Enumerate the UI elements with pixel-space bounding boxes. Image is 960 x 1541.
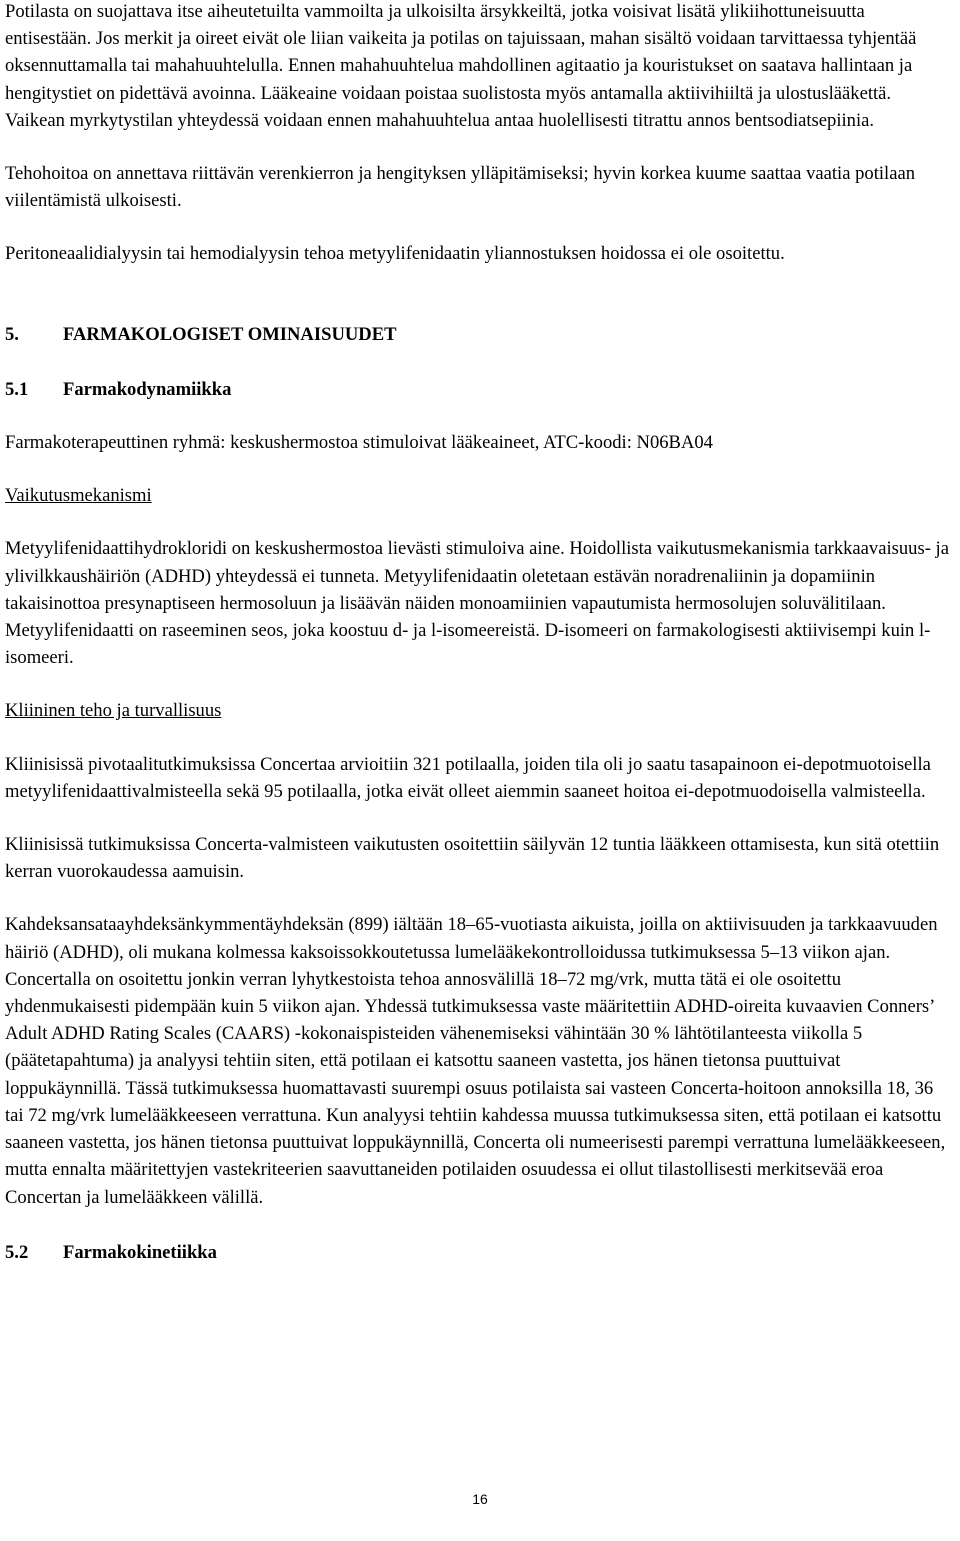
subheading-mechanism: Vaikutusmekanismi <box>5 485 152 507</box>
section-5-2-number: 5.2 <box>5 1241 29 1263</box>
page-number: 16 <box>472 1491 488 1507</box>
paragraph-clinical-duration: Kliinisissä tutkimuksissa Concerta-valmisteen vaikutusten osoitettiin säilyvän 12 tuntia lääkkeen ottamisesta, kun sitä otettiin kerran vuorokaudessa aamuisin. <box>5 834 940 883</box>
paragraph-atc-code: Farmakoterapeuttinen ryhmä: keskushermostoa stimuloivat lääkeaineet, ATC-koodi: N06BA04 <box>5 432 713 454</box>
section-5-2-title: Farmakokinetiikka <box>63 1241 217 1263</box>
section-5-heading <box>5 321 953 348</box>
section-5-2-heading <box>5 1239 953 1266</box>
section-5-1-heading <box>5 376 953 403</box>
paragraph-intensive-care: Tehohoitoa on annettava riittävän verenkierron ja hengityksen ylläpitämiseksi; hyvin korkea kuume saattaa vaatia potilaan viilentämistä ulkoisesti. <box>5 163 916 212</box>
document-page <box>5 0 953 1266</box>
section-5-1-title: Farmakodynamiikka <box>63 378 232 400</box>
paragraph-overdose-management: Potilasta on suojattava itse aiheutetuilta vammoilta ja ulkoisilta ärsykkeiltä, jotka voisivat lisätä ylikiihottuneisuutta entisestään. Jos merkit ja oireet eivät ole liian vaikeita ja potilas on tajuissaan, mahan sisältö voidaan tarvittaessa tyhjentää oksennuttamalla tai mahahuuhtelulla. Ennen mahahuuhtelua mahdollinen agitaatio ja kouristukset on saatava hallintaan ja hengitystiet on pidettävä avoinna. Lääkeaine voidaan poistaa suolistosta myös antamalla aktiivihiiltä ja ulostuslääkettä. Vaikean myrkytystilan yhteydessä voidaan ennen mahahuuhtelua antaa huolellisesti titrattu annos bentsodiatsepiinia. <box>5 1 917 131</box>
section-5-number: 5. <box>5 323 19 345</box>
subheading-clinical: Kliininen teho ja turvallisuus <box>5 700 222 722</box>
section-5-1-number: 5.1 <box>5 378 29 400</box>
paragraph-clinical-adults: Kahdeksansataayhdeksänkymmentäyhdeksän (899) iältään 18–65-vuotiasta aikuista, joilla on aktiivisuuden ja tarkkaavuuden häiriö (ADHD), oli mukana kolmessa kaksoissokkoutetussa lumelääkekontrolloidussa tutkimuksessa 5–13 viikon ajan. Concertalla on osoitettu jonkin verran lyhytkestoista tehoa annosvälillä 18–72 mg/vrk, mutta tätä ei ole osoitettu yhdenmukaisesti pidempään kuin 5 viikon ajan. Yhdessä tutkimuksessa vaste määritettiin ADHD-oireita kuvaavien Conners’ Adult ADHD Rating Scales (CAARS) -kokonaispisteiden vähenemiseksi vähintään 30 % lähtötilanteesta viikolla 5 (päätetapahtuma) ja analyysi tehtiin siten, että potilaan ei katsottu saaneen vastetta, jos hänen tietonsa puuttuivat loppukäynnillä. Tässä tutkimuksessa huomattavasti suurempi osuus potilaista sai vasteen Concerta-hoitoon annoksilla 18, 36 tai 72 mg/vrk lumelääkkeeseen verrattuna. Kun analyysi tehtiin kahdessa muussa tutkimuksessa siten, että potilaan ei katsottu saaneen vastetta, jos hänen tietonsa puuttuivat loppukäynnillä, Concerta oli numeerisesti parempi verrattuna lumelääkkeeseen, mutta ennalta määritettyjen vastekriteerien saavuttaneiden potilaiden osuudessa ei ollut tilastollisesti merkitsevää eroa Concertan ja lumelääkkeen välillä. <box>5 914 946 1208</box>
paragraph-dialysis: Peritoneaalidialyysin tai hemodialyysin tehoa metyylifenidaatin yliannostuksen hoidossa ei ole osoitettu. <box>5 243 785 265</box>
paragraph-clinical-pivotal: Kliinisissä pivotaalitutkimuksissa Concertaa arvioitiin 321 potilaalla, joiden tila oli jo saatu tasapainoon ei-depotmuotoisella metyylifenidaattivalmisteella sekä 95 potilaalla, jotka eivät olleet aiemmin saaneet hoitoa ei-depotmuodoisella valmisteella. <box>5 753 931 802</box>
paragraph-mechanism: Metyylifenidaattihydrokloridi on keskushermostoa lievästi stimuloiva aine. Hoidollista vaikutusmekanismia tarkkaavaisuus- ja ylivilkkaushäiriön (ADHD) yhteydessä ei tunneta. Metyylifenidaatin oletetaan estävän noradrenaliinin ja dopamiinin takaisinottoa presynaptiseen hermosoluun ja lisäävän näiden monoamiinien vapautumista hermosolujen soluvälitilaan. Metyylifenidaatti on raseeminen seos, joka koostuu d- ja l-isomeereistä. D-isomeeri on farmakologisesti aktiivisempi kuin l-isomeeri. <box>5 538 949 669</box>
section-5-title: FARMAKOLOGISET OMINAISUUDET <box>63 323 397 345</box>
